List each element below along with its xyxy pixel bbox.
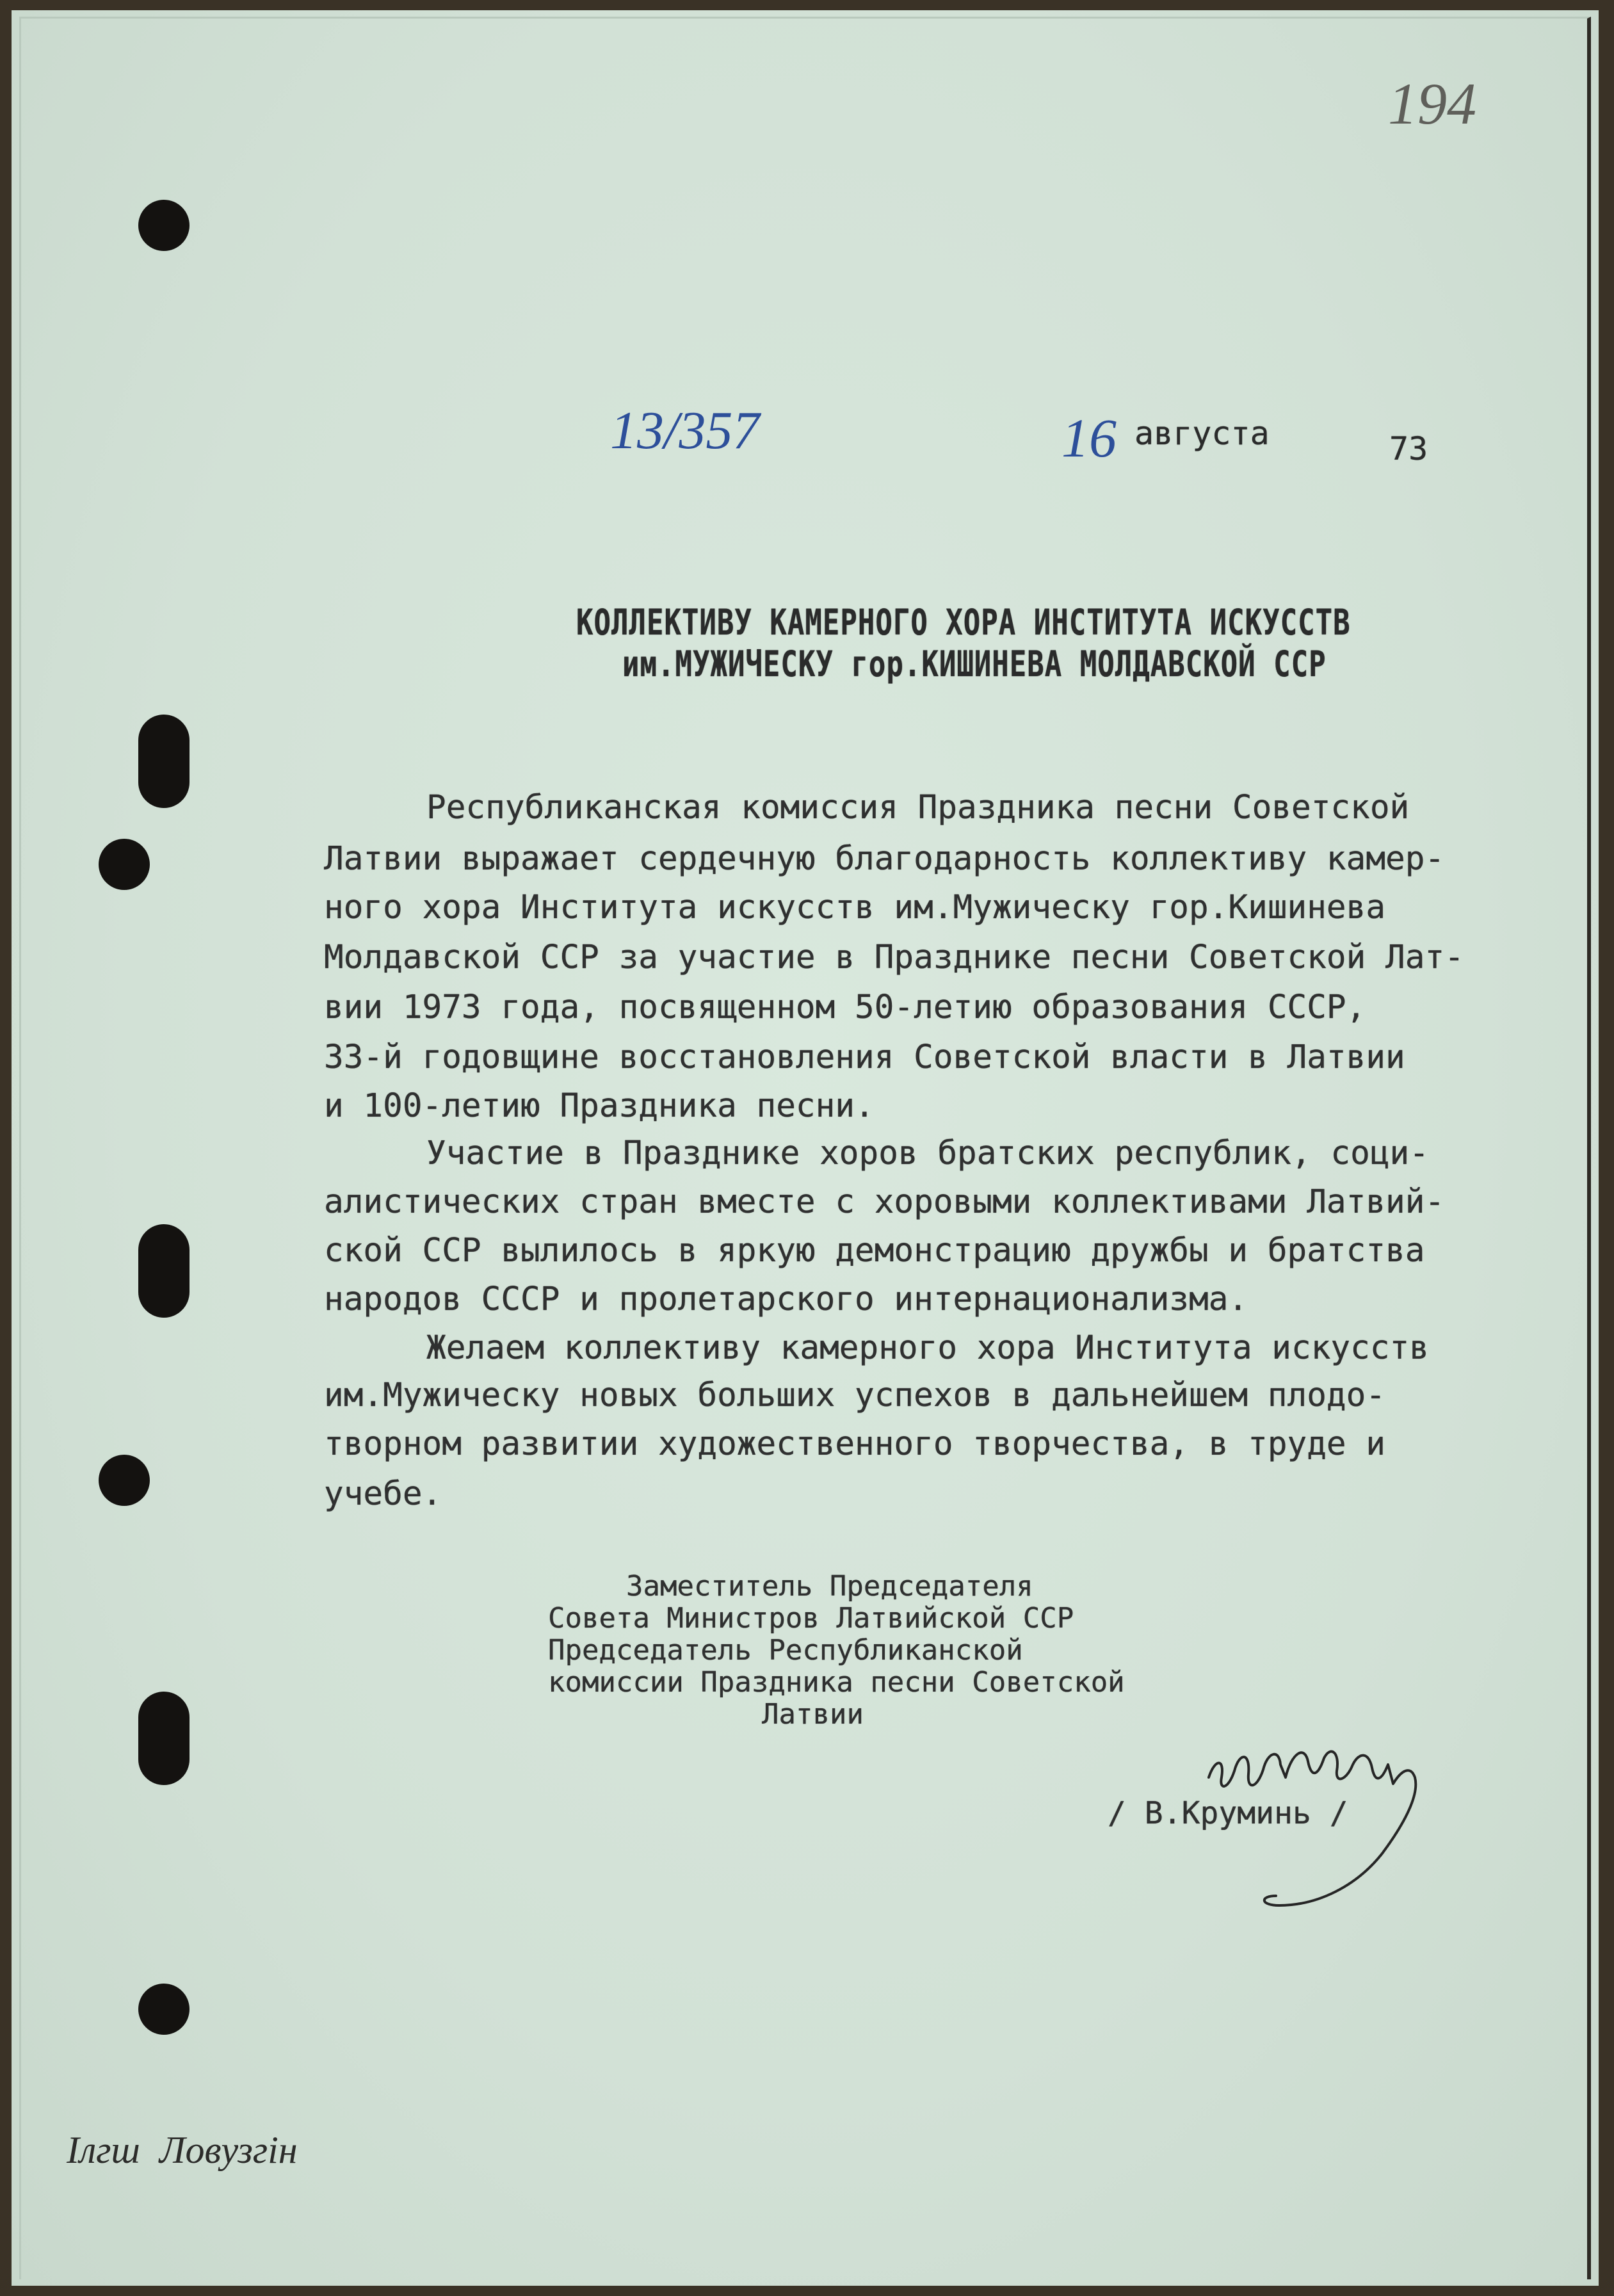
signatory-name: / В.Круминь / <box>1108 1795 1348 1831</box>
signatory-title-line: Совета Министров Латвийской ССР <box>548 1602 1074 1635</box>
punch-hole <box>138 200 190 251</box>
body-line: Участие в Празднике хоров братских республик, соци- <box>426 1135 1429 1172</box>
archive-page-number: 194 <box>1388 71 1476 136</box>
punch-hole <box>138 1984 190 2035</box>
body-line: ного хора Института искусств им.Мужическу гор.Кишинева <box>324 889 1386 926</box>
body-line: Латвии выражает сердечную благодарность коллективу камер- <box>324 840 1445 878</box>
signatory-title-line: Заместитель Председателя <box>626 1570 1033 1603</box>
punch-hole <box>138 715 190 808</box>
addressee-line-1: КОЛЛЕКТИВУ КАМЕРНОГО ХОРА ИНСТИТУТА ИСКУССТВ <box>576 602 1351 643</box>
date-year: 73 <box>1389 430 1428 467</box>
signatory-title-line: Латвии <box>762 1698 864 1731</box>
date-month: августа <box>1134 415 1270 452</box>
body-line: алистических стран вместе с хоровыми коллективами Латвий- <box>324 1183 1445 1221</box>
body-line: Республиканская комиссия Праздника песни Советской <box>426 789 1410 827</box>
body-line: творном развитии художественного творчества, в труде и <box>324 1425 1386 1463</box>
addressee-line-2: им.МУЖИЧЕСКУ гор.КИШИНЕВА МОЛДАВСКОЙ ССР <box>622 644 1327 685</box>
body-line: Желаем коллективу камерного хора Института искусств <box>426 1329 1429 1367</box>
punch-hole <box>99 1455 150 1506</box>
body-line: вии 1973 года, посвященном 50-летию образования СССР, <box>324 989 1366 1026</box>
body-line: ской ССР вылилось в яркую демонстрацию дружбы и братства <box>324 1232 1425 1270</box>
punch-hole <box>99 839 150 890</box>
punch-hole <box>138 1692 190 1785</box>
date-day: 16 <box>1061 407 1117 469</box>
signatory-title-line: Председатель Республиканской <box>548 1634 1023 1667</box>
body-line: 33-й годовщине восстановления Советской власти в Латвии <box>324 1039 1405 1076</box>
body-line: народов СССР и пролетарского интернационализма. <box>324 1281 1248 1318</box>
punch-hole <box>138 1224 190 1318</box>
signatory-title-line: комиссии Праздника песни Советской <box>548 1666 1125 1699</box>
body-line: учебе. <box>324 1475 442 1513</box>
body-line: Молдавской ССР за участие в Празднике песни Советской Лат- <box>324 939 1464 976</box>
bottom-pencil-note: Ілгш Ловузгін <box>67 2129 298 2171</box>
reference-number: 13/357 <box>610 401 760 460</box>
body-line: им.Мужическу новых больших успехов в дальнейшем плодо- <box>324 1377 1386 1414</box>
body-line: и 100-летию Праздника песни. <box>324 1087 875 1125</box>
document-page <box>12 10 1599 2286</box>
